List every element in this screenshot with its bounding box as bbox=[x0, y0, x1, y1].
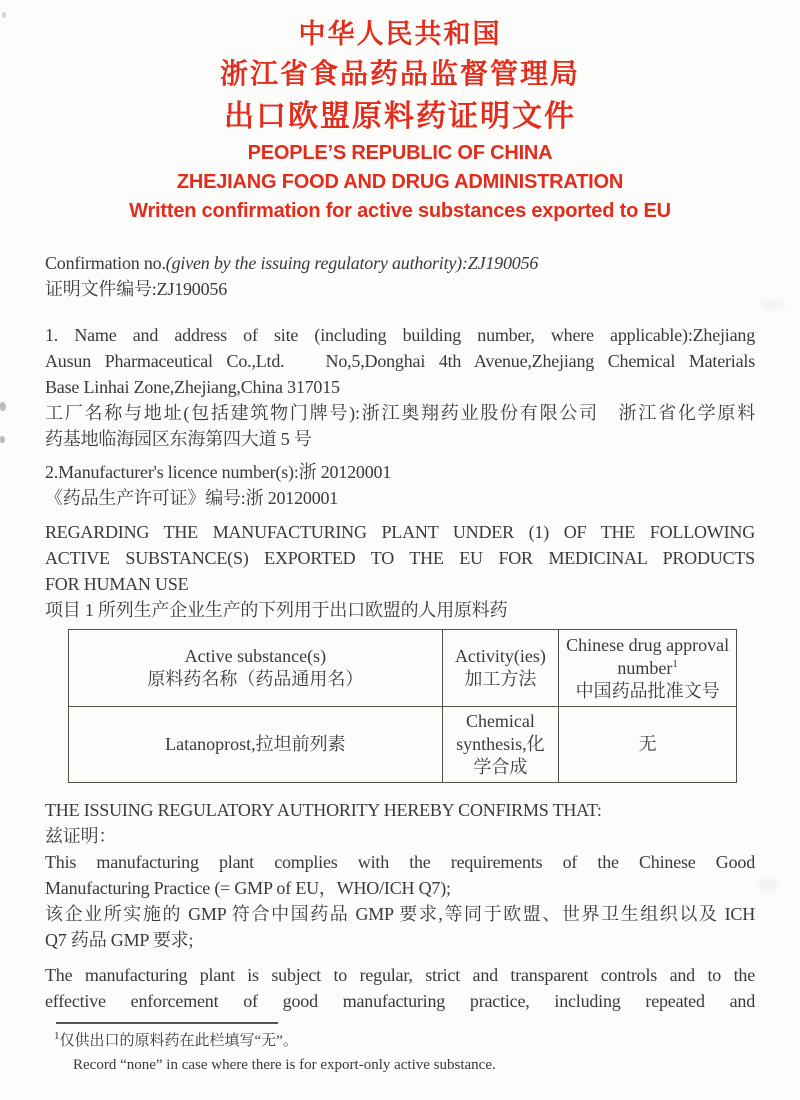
controls-paragraph bbox=[45, 962, 755, 1014]
site-en-line: Base Linhai Zone,Zhejiang,China 317015 bbox=[45, 377, 340, 397]
table-row bbox=[69, 707, 737, 783]
header-cn-doc-title: 出口欧盟原料药证明文件 bbox=[224, 100, 576, 133]
table-header-row bbox=[69, 630, 737, 707]
controls-line: effective enforcement of good manufacturing practice, including repeated and bbox=[45, 991, 755, 1011]
confirmation-no-value: (given by the issuing regulatory authority):ZJ190056 bbox=[165, 253, 539, 273]
footnote-en-line: Record “none” in case where there is for export-only active substance. bbox=[73, 1057, 496, 1073]
footnote-divider bbox=[56, 1022, 278, 1024]
header-activity-cn: 加工方法 bbox=[464, 669, 537, 689]
site-en-line: 1. Name and address of site (including building number, where applicable):Zhejiang bbox=[45, 325, 755, 345]
header-active-substance-en: Active substance(s) bbox=[184, 646, 327, 666]
footnote bbox=[45, 1022, 755, 1077]
gmp-statement-cn-line: 该企业所实施的 GMP 符合中国药品 GMP 要求,等同于欧盟、世界卫生组织以及 ICH bbox=[45, 904, 755, 924]
footnote-cn-text: 仅供出口的原料药在此栏填写“无”。 bbox=[59, 1033, 298, 1049]
scan-speck bbox=[0, 436, 5, 443]
regarding-cn-line: 项目 1 所列生产企业生产的下列用于出口欧盟的人用原料药 bbox=[45, 600, 508, 620]
confirmation-no-line-cn: 证明文件编号:ZJ190056 bbox=[45, 279, 228, 299]
cell-activity: Chemical synthesis,化学合成 bbox=[442, 707, 559, 783]
scan-speck bbox=[0, 402, 6, 411]
footnote-reference-mark: 1 bbox=[54, 1030, 60, 1042]
confirms-heading-cn: 兹证明： bbox=[45, 826, 117, 846]
header-approval-en-text: Chinese drug approval number bbox=[566, 634, 730, 678]
cell-approval: 无 bbox=[559, 707, 737, 783]
header-approval-cn: 中国药品批准文号 bbox=[575, 680, 720, 701]
header-cell-active-substance bbox=[69, 630, 443, 707]
confirmation-no-line-en bbox=[45, 250, 755, 276]
header-cn-authority: 浙江省食品药品监督管理局 bbox=[219, 59, 580, 90]
site-en-line: Ausun Pharmaceutical Co.,Ltd. No,5,Donghai 4th Avenue,Zhejiang Chemical Materials bbox=[45, 351, 755, 371]
confirmation-statements-section bbox=[45, 797, 755, 1014]
gmp-statement-en-line: Manufacturing Practice (= GMP of EU，WHO/ICH Q7); bbox=[45, 878, 451, 898]
header-cn-country: 中华人民共和国 bbox=[298, 19, 502, 49]
site-cn-line: 工厂名称与地址(包括建筑物门牌号):浙江奥翔药业股份有限公司 浙江省化学原料 bbox=[45, 403, 755, 423]
header-approval-en bbox=[565, 634, 730, 680]
regarding-section bbox=[45, 519, 755, 624]
gmp-statement-en-line: This manufacturing plant complies with the requirements of the Chinese Good bbox=[45, 852, 755, 872]
footnote-reference-mark: 1 bbox=[672, 657, 678, 670]
controls-line: The manufacturing plant is subject to regular, strict and transparent controls and to the bbox=[45, 965, 755, 985]
confirmation-no-section bbox=[45, 250, 755, 302]
regarding-en-line: FOR HUMAN USE bbox=[45, 574, 189, 594]
header-en-authority: ZHEJIANG FOOD AND DRUG ADMINISTRATION bbox=[176, 171, 624, 193]
document-header bbox=[45, 14, 755, 226]
regarding-en-line: ACTIVE SUBSTANCE(S) EXPORTED TO THE EU FOR MEDICINAL PRODUCTS bbox=[45, 548, 755, 568]
site-cn-line: 药基地临海园区东海第四大道 5 号 bbox=[45, 429, 312, 449]
gmp-statement-cn-line: Q7 药品 GMP 要求; bbox=[45, 930, 194, 950]
active-substance-table bbox=[68, 629, 737, 783]
confirms-heading-en: THE ISSUING REGULATORY AUTHORITY HEREBY CONFIRMS THAT: bbox=[45, 800, 602, 820]
licence-line-cn: 《药品生产许可证》编号:浙 20120001 bbox=[45, 488, 339, 508]
licence-line-en: 2.Manufacturer's licence number(s):浙 20120001 bbox=[45, 462, 392, 482]
confirmation-no-label: Confirmation no. bbox=[45, 253, 166, 273]
footnote-cn-line bbox=[54, 1029, 755, 1053]
cell-substance: Latanoprost,拉坦前列素 bbox=[69, 707, 443, 783]
header-cell-approval-number bbox=[559, 630, 737, 707]
header-en-country: PEOPLE’S REPUBLIC OF CHINA bbox=[247, 142, 553, 164]
site-name-address-section bbox=[45, 322, 755, 452]
scan-smudge bbox=[758, 878, 778, 892]
header-active-substance-cn: 原料药名称（药品通用名） bbox=[147, 669, 364, 689]
header-cell-activity bbox=[442, 630, 559, 707]
header-activity-en: Activity(ies) bbox=[454, 646, 546, 666]
regarding-en-line: REGARDING THE MANUFACTURING PLANT UNDER (1) OF THE FOLLOWING bbox=[45, 522, 755, 542]
scan-smudge bbox=[760, 300, 786, 310]
scan-speck bbox=[2, 12, 6, 18]
header-en-doc-title: Written confirmation for active substances exported to EU bbox=[129, 200, 671, 222]
licence-number-section bbox=[45, 459, 755, 511]
